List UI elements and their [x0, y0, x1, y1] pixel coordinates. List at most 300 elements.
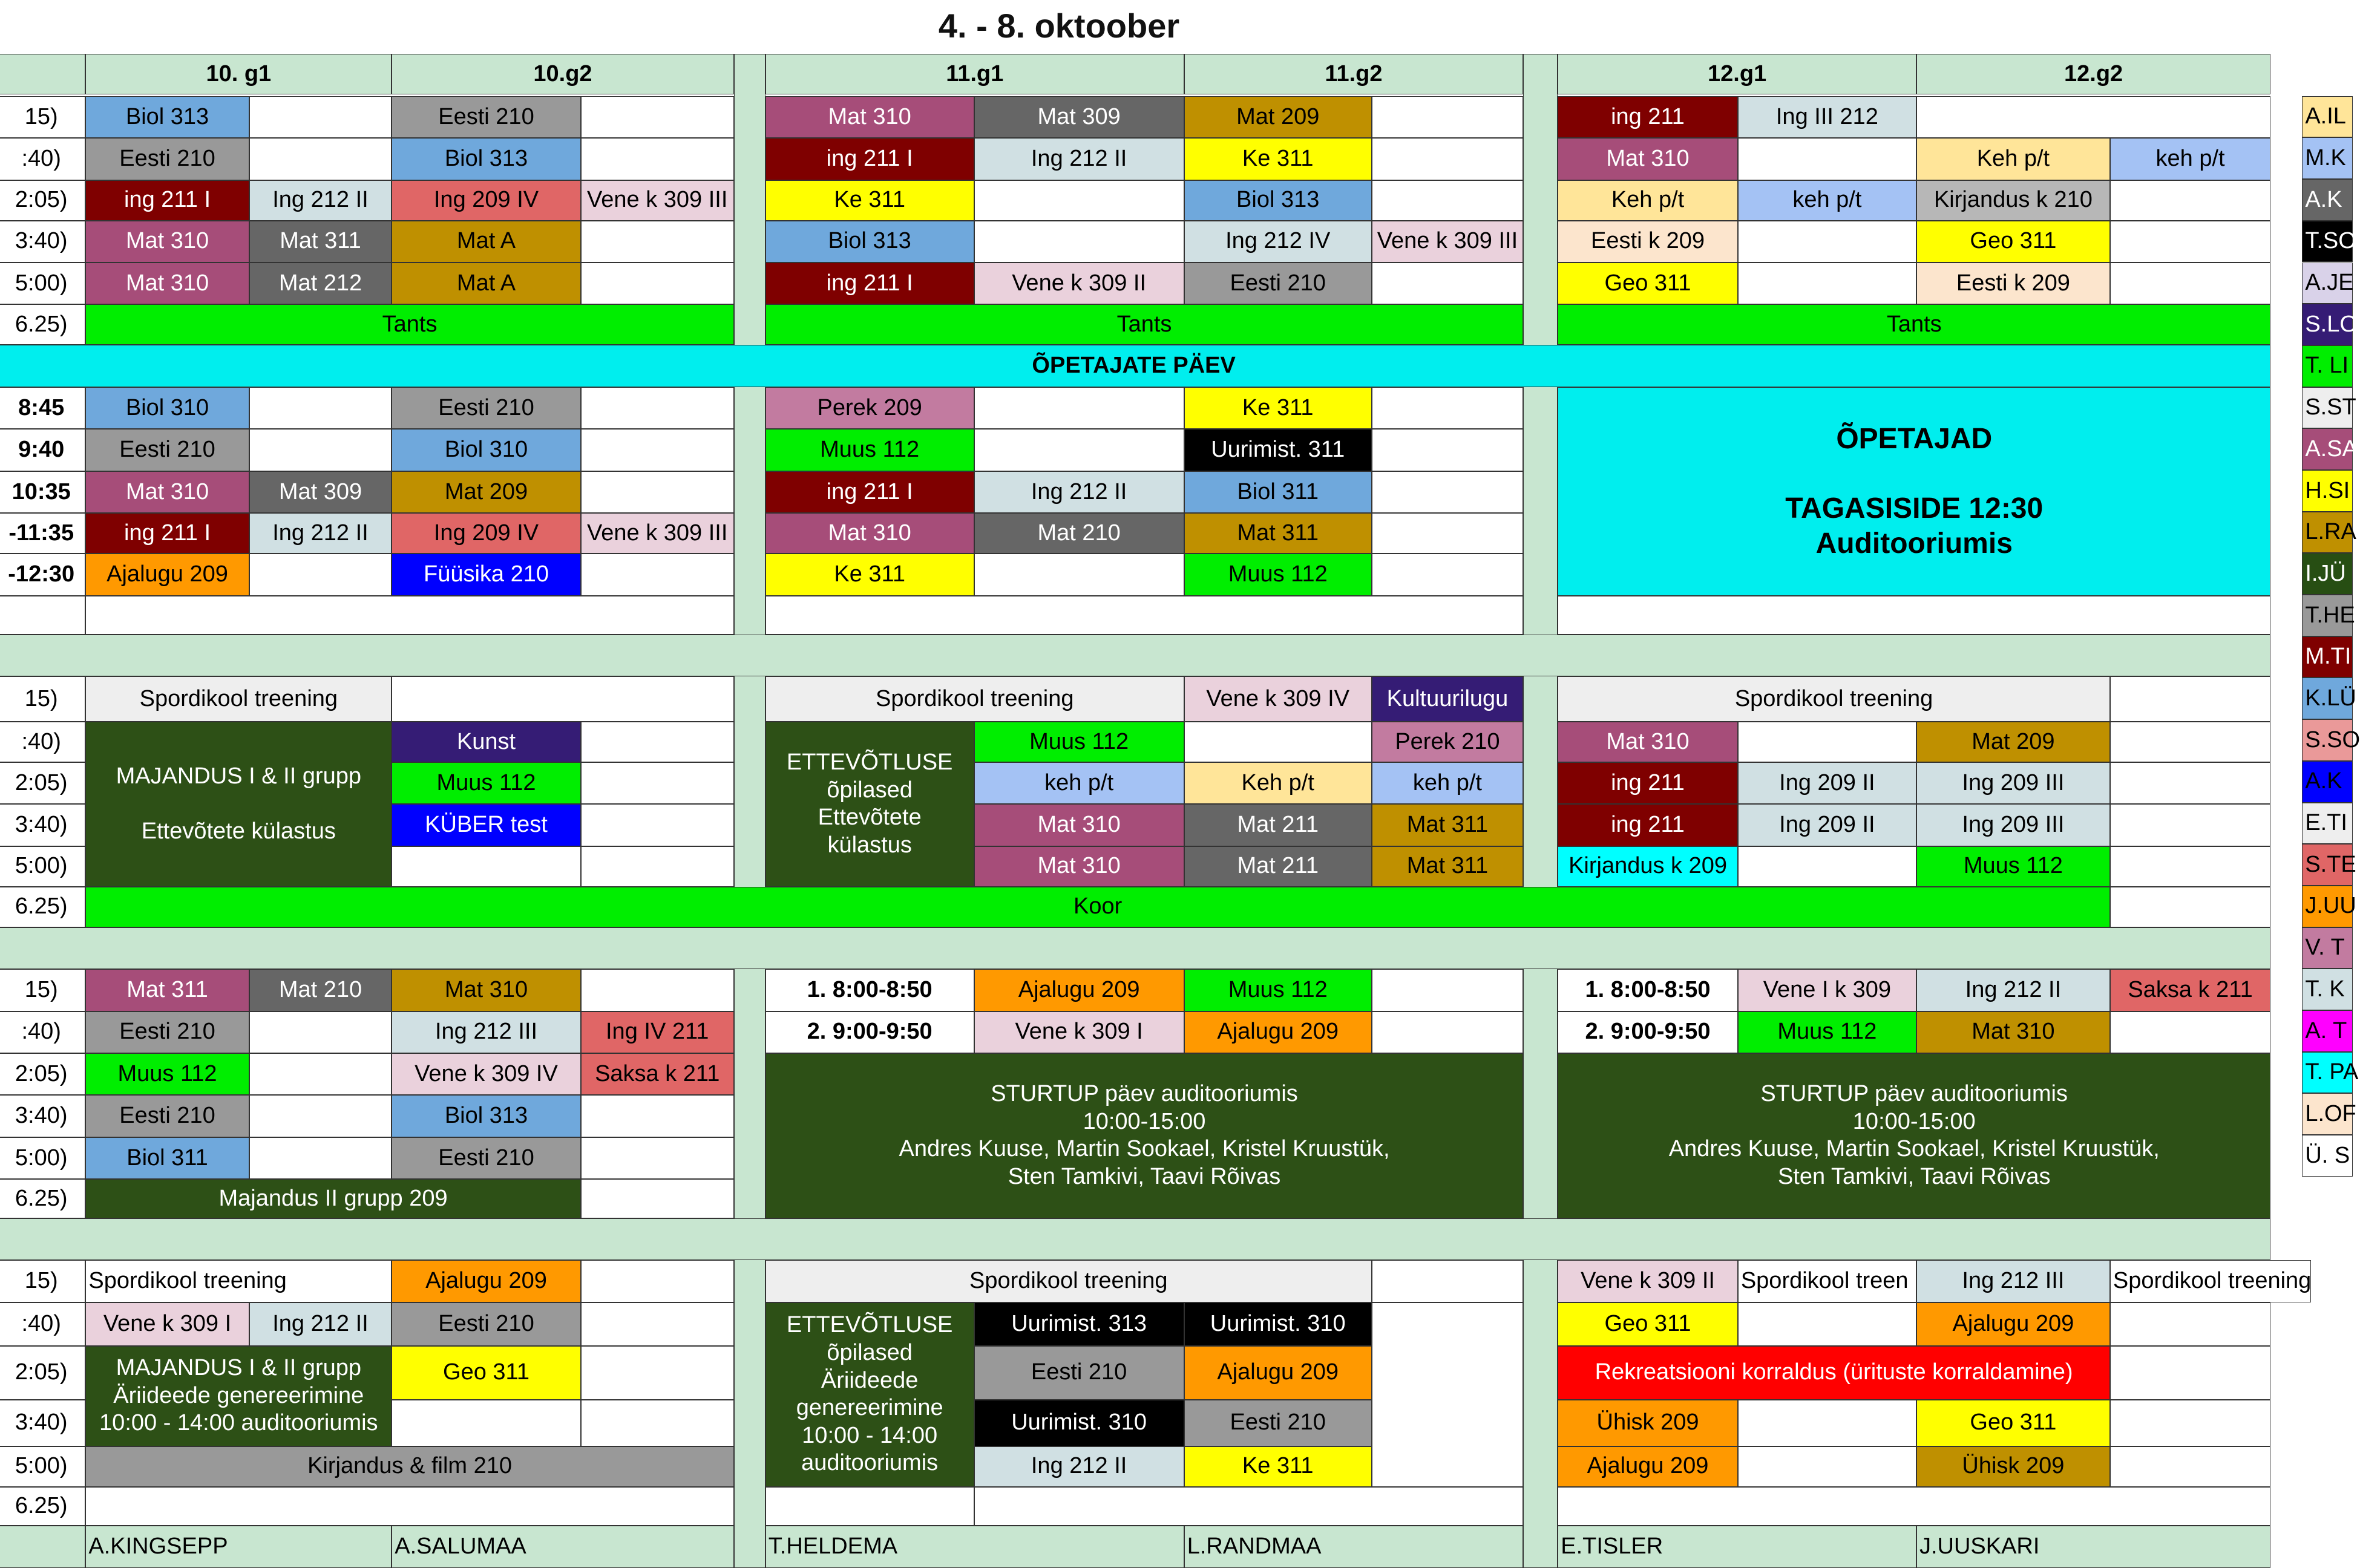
legend-teacher: M.TI: [2302, 636, 2353, 678]
empty-cell: [581, 1137, 734, 1179]
lesson-cell: Mat 309: [249, 471, 392, 513]
majandus-visit-block: MAJANDUS I & II grupp Ettevõtete külastus: [85, 722, 392, 887]
lesson-cell: Eesti 210: [85, 1095, 249, 1137]
lesson-cell: Biol 310: [392, 429, 580, 471]
sport-cell: Spordikool treening: [85, 1260, 392, 1302]
lesson-cell: [581, 138, 734, 180]
lesson-cell: [974, 387, 1184, 429]
lesson-cell: Ing IV 211: [581, 1011, 734, 1053]
lesson-cell: Mat 309: [974, 96, 1184, 138]
lesson-cell: Vene k 309 III: [1372, 221, 1523, 263]
legend-teacher: J.UU: [2302, 886, 2353, 927]
lesson-cell: Mat 310: [974, 804, 1184, 846]
sport-cell: Spordikool treen: [1738, 1260, 1916, 1302]
legend-teacher: L.OF: [2302, 1093, 2353, 1135]
empty-cell: [1184, 722, 1372, 762]
empty-cell: [581, 1302, 734, 1346]
lesson-cell: Mat 310: [1558, 138, 1738, 180]
lesson-cell: Keh p/t: [1184, 762, 1372, 804]
lesson-cell: Mat 211: [1184, 846, 1372, 887]
legend-teacher: V. T: [2302, 927, 2353, 969]
lesson-cell: Ing 212 III: [392, 1011, 580, 1053]
legend-teacher: E.TI: [2302, 803, 2353, 844]
majandus-group-cell: Majandus II grupp 209: [85, 1179, 580, 1218]
lesson-cell: keh p/t: [2110, 138, 2270, 180]
lesson-cell: Muus 112: [765, 429, 974, 471]
lesson-cell: Ühisk 209: [1558, 1400, 1738, 1446]
time-label: 2:05): [0, 1053, 85, 1095]
lesson-cell: Ing 209 III: [1916, 762, 2110, 804]
lesson-cell: Kultuurilugu: [1372, 676, 1523, 721]
time-label: 1. 8:00-8:50: [1558, 969, 1738, 1011]
lesson-cell: ing 211 I: [765, 471, 974, 513]
empty-cell: [765, 1487, 974, 1526]
lesson-cell: [1372, 180, 1523, 221]
lesson-cell: Vene k 309 II: [974, 263, 1184, 304]
lesson-cell: Eesti k 209: [1558, 221, 1738, 263]
legend-teacher: K.LÜ: [2302, 678, 2353, 719]
lesson-cell: Ing 212 II: [974, 471, 1184, 513]
lesson-cell: Mat 311: [1372, 846, 1523, 887]
lesson-cell: Muus 112: [85, 1053, 249, 1095]
lesson-cell: Uurimist. 310: [974, 1400, 1184, 1446]
time-label: 15): [0, 1260, 85, 1302]
lesson-cell: Eesti 210: [85, 429, 249, 471]
legend-teacher: S.LO: [2302, 304, 2353, 345]
lesson-cell: Eesti 210: [392, 96, 580, 138]
lesson-cell: [1738, 221, 1916, 263]
lesson-cell: Saksa k 211: [2110, 969, 2270, 1011]
legend-teacher: Ü. S: [2302, 1135, 2353, 1177]
empty-cell: [2110, 1446, 2270, 1487]
lesson-cell: Mat 310: [765, 96, 974, 138]
lesson-cell: Mat 311: [85, 969, 249, 1011]
lesson-cell: [974, 180, 1184, 221]
lesson-cell: Ing 209 II: [1738, 804, 1916, 846]
lesson-cell: Vene I k 309: [1738, 969, 1916, 1011]
lesson-cell: Mat 311: [249, 221, 392, 263]
lesson-cell: Biol 310: [85, 387, 249, 429]
legend-teacher: H.SI: [2302, 470, 2353, 512]
time-label: 9:40: [0, 429, 85, 471]
legend-teacher: S.TE: [2302, 844, 2353, 886]
time-label: 5:00): [0, 1446, 85, 1487]
lesson-cell: [1738, 263, 1916, 304]
teacher-name: E.TISLER: [1558, 1526, 1916, 1567]
lesson-cell: Vene k 309 I: [974, 1011, 1184, 1053]
column-separator: [1523, 54, 1558, 1567]
lesson-cell: Kunst: [392, 722, 580, 762]
lesson-cell: Kirjandus & film 210: [85, 1446, 733, 1487]
header-col: 10. g1: [85, 54, 392, 94]
empty-cell: [1372, 1011, 1523, 1053]
lesson-cell: Eesti 210: [85, 138, 249, 180]
teacher-name: L.RANDMAA: [1184, 1526, 1523, 1567]
empty-cell: [1738, 1302, 1916, 1346]
lesson-cell: Eesti 210: [1184, 1400, 1372, 1446]
lesson-cell: Eesti k 209: [1916, 263, 2110, 304]
lesson-cell: Mat A: [392, 221, 580, 263]
lesson-cell: Ing 212 II: [1916, 969, 2110, 1011]
header-col: 10.g2: [392, 54, 733, 94]
time-label: 3:40): [0, 221, 85, 263]
legend-teacher: S.ST: [2302, 387, 2353, 429]
lesson-cell: Ajalugu 209: [1184, 1346, 1372, 1400]
empty-cell: [581, 1400, 734, 1446]
empty-cell: [2110, 846, 2270, 887]
lesson-cell: ing 211 I: [765, 263, 974, 304]
lesson-cell: Mat 212: [249, 263, 392, 304]
lesson-cell: Geo 311: [1558, 263, 1738, 304]
startup-day-block: STURTUP päev auditooriumis 10:00-15:00 Andres Kuuse, Martin Sookael, Kristel Kruustük, Sten Tamkivi, Taavi Rõivas: [1558, 1053, 2270, 1218]
lesson-cell: Biol 313: [392, 138, 580, 180]
empty-cell: [765, 596, 1523, 635]
empty-cell: [2110, 804, 2270, 846]
lesson-cell: Mat 310: [1916, 1011, 2110, 1053]
sport-cell: Spordikool treening: [765, 1260, 1372, 1302]
lesson-cell: [2110, 180, 2270, 221]
lesson-cell: [1372, 387, 1523, 429]
lesson-cell: Uurimist. 313: [974, 1302, 1184, 1346]
day-separator: [0, 635, 2270, 676]
lesson-cell: Ke 311: [1184, 138, 1372, 180]
koor-bar: Koor: [85, 887, 2110, 927]
sport-cell: Spordikool treening: [2110, 1260, 2311, 1302]
lesson-cell: Geo 311: [1558, 1302, 1738, 1346]
lesson-cell: Ing 212 II: [249, 180, 392, 221]
empty-cell: [1558, 1487, 2270, 1526]
lesson-cell: Mat 310: [392, 969, 580, 1011]
lesson-cell: Perek 209: [765, 387, 974, 429]
empty-cell: [1372, 1260, 1523, 1302]
ettevotlus-ideas-block: ETTEVÕTLUSE õpilased Äriideede genereerimine 10:00 - 14:00 auditooriumis: [765, 1302, 974, 1487]
empty-cell: [2110, 1302, 2270, 1346]
lesson-cell: Muus 112: [1184, 969, 1372, 1011]
lesson-cell: keh p/t: [1738, 180, 1916, 221]
lesson-cell: KÜBER test: [392, 804, 580, 846]
time-label: 3:40): [0, 1400, 85, 1446]
lesson-cell: Kirjandus k 210: [1916, 180, 2110, 221]
lesson-cell: Vene k 309 II: [1558, 1260, 1738, 1302]
recreation-cell: Rekreatsiooni korraldus (ürituste korraldamine): [1558, 1346, 2110, 1400]
lesson-cell: Eesti 210: [974, 1346, 1184, 1400]
time-label: 3:40): [0, 1095, 85, 1137]
lesson-cell: Mat 310: [85, 263, 249, 304]
lesson-cell: Vene k 309 III: [581, 513, 734, 554]
page-title: 4. - 8. oktoober: [938, 7, 1180, 45]
time-label: 5:00): [0, 263, 85, 304]
time-label: :40): [0, 1011, 85, 1053]
lesson-cell: Ing 212 II: [974, 1446, 1184, 1487]
empty-cell: [1738, 846, 1916, 887]
lesson-cell: [581, 429, 734, 471]
lesson-cell: Ing 209 III: [1916, 804, 2110, 846]
lesson-cell: Mat 209: [1916, 722, 2110, 762]
empty-cell: [1558, 596, 2270, 635]
lesson-cell: Biol 313: [1184, 180, 1372, 221]
empty-cell: [2110, 1011, 2270, 1053]
time-label: 2:05): [0, 762, 85, 804]
lesson-cell: Muus 112: [1738, 1011, 1916, 1053]
legend-teacher: A.K: [2302, 761, 2353, 803]
lesson-cell: [974, 554, 1184, 595]
empty-cell: [581, 1346, 734, 1400]
empty-cell: [581, 804, 734, 846]
majandus-ideas-block: MAJANDUS I & II grupp Äriideede genereerimine 10:00 - 14:00 auditooriumis: [85, 1346, 392, 1446]
lesson-cell: Biol 313: [392, 1095, 580, 1137]
lesson-cell: Mat A: [392, 263, 580, 304]
empty-cell: [2110, 1400, 2270, 1446]
lesson-cell: Ajalugu 209: [1184, 1011, 1372, 1053]
teacher-name: J.UUSKARI: [1916, 1526, 2270, 1567]
lesson-cell: Ing 209 II: [1738, 762, 1916, 804]
tants-bar: Tants: [1558, 304, 2270, 345]
empty-cell: [581, 1260, 734, 1302]
empty-cell: [392, 676, 733, 721]
lesson-cell: [1372, 554, 1523, 595]
lesson-cell: Ke 311: [1184, 387, 1372, 429]
lesson-cell: Mat 211: [1184, 804, 1372, 846]
lesson-cell: Ajalugu 209: [1916, 1302, 2110, 1346]
lesson-cell: Ing III 212: [1738, 96, 1916, 138]
lesson-cell: Eesti 210: [392, 1302, 580, 1346]
empty-cell: [2110, 887, 2270, 927]
teachers-day-banner: ÕPETAJATE PÄEV: [0, 345, 2270, 387]
legend-teacher: T. K: [2302, 969, 2353, 1010]
legend-teacher: A.JE: [2302, 263, 2353, 304]
legend-teacher: T.HE: [2302, 595, 2353, 636]
lesson-cell: Kirjandus k 209: [1558, 846, 1738, 887]
legend-teacher: T. PA: [2302, 1052, 2353, 1094]
lesson-cell: Ing 212 II: [974, 138, 1184, 180]
lesson-cell: [1372, 263, 1523, 304]
header-col: 11.g1: [765, 54, 1184, 94]
time-label: 15): [0, 969, 85, 1011]
lesson-cell: Eesti 210: [392, 387, 580, 429]
legend-teacher: T. LI: [2302, 345, 2353, 387]
lesson-cell: Mat 310: [974, 846, 1184, 887]
legend-teacher: A.IL: [2302, 96, 2353, 138]
legend-teacher: L.RA: [2302, 512, 2353, 554]
time-label: 6.25): [0, 887, 85, 927]
lesson-cell: [249, 387, 392, 429]
empty-cell: [249, 1053, 392, 1095]
header-col: 12.g2: [1916, 54, 2270, 94]
lesson-cell: [1372, 471, 1523, 513]
empty-cell: [1372, 1302, 1523, 1487]
lesson-cell: Mat 310: [765, 513, 974, 554]
empty-cell: [249, 1137, 392, 1179]
time-label: 15): [0, 96, 85, 138]
lesson-cell: Ing 212 II: [249, 513, 392, 554]
lesson-cell: Keh p/t: [1916, 138, 2110, 180]
tants-bar: Tants: [85, 304, 733, 345]
lesson-cell: [1372, 96, 1523, 138]
legend-teacher: M.K: [2302, 137, 2353, 179]
lesson-cell: ing 211: [1558, 804, 1738, 846]
empty-cell: [85, 596, 733, 635]
lesson-cell: Muus 112: [392, 762, 580, 804]
lesson-cell: Muus 112: [1916, 846, 2110, 887]
lesson-cell: Ing 209 IV: [392, 513, 580, 554]
time-label: :40): [0, 138, 85, 180]
time-label: -12:30: [0, 554, 85, 595]
lesson-cell: Perek 210: [1372, 722, 1523, 762]
empty-cell: [85, 1487, 733, 1526]
empty-cell: [581, 1179, 734, 1218]
legend-teacher: A.SA: [2302, 428, 2353, 470]
lesson-cell: [1372, 513, 1523, 554]
header-corner: [0, 54, 85, 94]
lesson-cell: Ke 311: [765, 180, 974, 221]
empty-cell: [2110, 722, 2270, 762]
teacher-name: T.HELDEMA: [765, 1526, 1184, 1567]
time-label: 8:45: [0, 387, 85, 429]
time-label: 6.25): [0, 1487, 85, 1526]
lesson-cell: Mat 210: [974, 513, 1184, 554]
empty-cell: [581, 846, 734, 887]
lesson-cell: Biol 311: [85, 1137, 249, 1179]
lesson-cell: Ke 311: [765, 554, 974, 595]
time-label: 6.25): [0, 1179, 85, 1218]
empty-cell: [581, 762, 734, 804]
legend-teacher: I.JÜ: [2302, 553, 2353, 595]
teachers-feedback-block: ÕPETAJAD TAGASISIDE 12:30 Auditooriumis: [1558, 387, 2270, 596]
lesson-cell: Biol 313: [85, 96, 249, 138]
lesson-cell: [1372, 429, 1523, 471]
lesson-cell: Mat 311: [1184, 513, 1372, 554]
lesson-cell: Muus 112: [1184, 554, 1372, 595]
empty-cell: [1738, 1446, 1916, 1487]
lesson-cell: Ing 212 III: [1916, 1260, 2110, 1302]
day-separator: [0, 927, 2270, 969]
time-label: 5:00): [0, 846, 85, 887]
empty-cell: [249, 1011, 392, 1053]
lesson-cell: ing 211: [1558, 762, 1738, 804]
legend-teacher: A.K: [2302, 179, 2353, 221]
lesson-cell: [2110, 263, 2270, 304]
time-label: -11:35: [0, 513, 85, 554]
tants-bar: Tants: [765, 304, 1523, 345]
empty-cell: [392, 846, 580, 887]
empty-cell: [1738, 1400, 1916, 1446]
day-separator: [0, 1218, 2270, 1260]
lesson-cell: Ing 209 IV: [392, 180, 580, 221]
lesson-cell: Ing 212 IV: [1184, 221, 1372, 263]
lesson-cell: Füüsika 210: [392, 554, 580, 595]
lesson-cell: [974, 221, 1184, 263]
empty-cell: [581, 969, 734, 1011]
empty-cell: [581, 1095, 734, 1137]
lesson-cell: [581, 263, 734, 304]
lesson-cell: Vene k 309 I: [85, 1302, 249, 1346]
time-label: 15): [0, 676, 85, 721]
lesson-cell: Vene k 309 IV: [392, 1053, 580, 1095]
time-label: 2:05): [0, 180, 85, 221]
time-label: 3:40): [0, 804, 85, 846]
lesson-cell: Mat 209: [1184, 96, 1372, 138]
lesson-cell: Biol 313: [765, 221, 974, 263]
lesson-cell: ing 211: [1558, 96, 1738, 138]
time-label: 2:05): [0, 1346, 85, 1400]
lesson-cell: [249, 138, 392, 180]
lesson-cell: Ajalugu 209: [974, 969, 1184, 1011]
lesson-cell: Eesti 210: [1184, 263, 1372, 304]
lesson-cell: Ajalugu 209: [392, 1260, 580, 1302]
lesson-cell: Vene k 309 III: [581, 180, 734, 221]
footer-corner: [0, 1526, 85, 1567]
lesson-cell: Ke 311: [1184, 1446, 1372, 1487]
ettevotlus-visit-block: ETTEVÕTLUSE õpilased Ettevõtete külastus: [765, 722, 974, 887]
teacher-name: A.KINGSEPP: [85, 1526, 392, 1567]
header-col: 11.g2: [1184, 54, 1523, 94]
lesson-cell: Mat 210: [249, 969, 392, 1011]
lesson-cell: Saksa k 211: [581, 1053, 734, 1095]
lesson-cell: Mat 209: [392, 471, 580, 513]
lesson-cell: [1916, 96, 2270, 138]
lesson-cell: [581, 471, 734, 513]
empty-cell: [392, 1400, 580, 1446]
lesson-cell: Muus 112: [974, 722, 1184, 762]
sport-cell: Spordikool treening: [1558, 676, 2110, 721]
lesson-cell: Eesti 210: [392, 1137, 580, 1179]
legend-teacher: T.SO: [2302, 221, 2353, 263]
sport-cell: Spordikool treening: [765, 676, 1184, 721]
lesson-cell: [581, 96, 734, 138]
time-label: :40): [0, 722, 85, 762]
lesson-cell: [249, 429, 392, 471]
lesson-cell: [1738, 138, 1916, 180]
empty-cell: [249, 1095, 392, 1137]
lesson-cell: ing 211 I: [85, 513, 249, 554]
empty-cell: [2110, 676, 2270, 721]
lesson-cell: Ühisk 209: [1916, 1446, 2110, 1487]
time-label: :40): [0, 1302, 85, 1346]
lesson-cell: Mat 310: [85, 471, 249, 513]
lesson-cell: keh p/t: [974, 762, 1184, 804]
lesson-cell: Ajalugu 209: [85, 554, 249, 595]
time-label: 2. 9:00-9:50: [765, 1011, 974, 1053]
time-label: 2. 9:00-9:50: [1558, 1011, 1738, 1053]
lesson-cell: Eesti 210: [85, 1011, 249, 1053]
lesson-cell: Mat 310: [1558, 722, 1738, 762]
teacher-name: A.SALUMAA: [392, 1526, 733, 1567]
lesson-cell: ing 211 I: [765, 138, 974, 180]
lesson-cell: keh p/t: [1372, 762, 1523, 804]
lesson-cell: Uurimist. 310: [1184, 1302, 1372, 1346]
lesson-cell: [1372, 138, 1523, 180]
lesson-cell: ing 211 I: [85, 180, 249, 221]
startup-day-block: STURTUP päev auditooriumis 10:00-15:00 Andres Kuuse, Martin Sookael, Kristel Kruustük, Sten Tamkivi, Taavi Rõivas: [765, 1053, 1523, 1218]
lesson-cell: Geo 311: [1916, 221, 2110, 263]
lesson-cell: [974, 429, 1184, 471]
column-separator: [734, 54, 765, 1567]
empty-cell: [2110, 762, 2270, 804]
lesson-cell: Geo 311: [392, 1346, 580, 1400]
lesson-cell: Mat 310: [85, 221, 249, 263]
lesson-cell: Biol 311: [1184, 471, 1372, 513]
header-col: 12.g1: [1558, 54, 1916, 94]
lesson-cell: Mat 311: [1372, 804, 1523, 846]
empty-cell: [974, 1487, 1524, 1526]
time-label: 1. 8:00-8:50: [765, 969, 974, 1011]
empty-cell: [1372, 969, 1523, 1011]
legend-teacher: A. T: [2302, 1010, 2353, 1052]
lesson-cell: [2110, 221, 2270, 263]
empty-cell: [2110, 1346, 2270, 1400]
time-label: 5:00): [0, 1137, 85, 1179]
lesson-cell: Geo 311: [1916, 1400, 2110, 1446]
